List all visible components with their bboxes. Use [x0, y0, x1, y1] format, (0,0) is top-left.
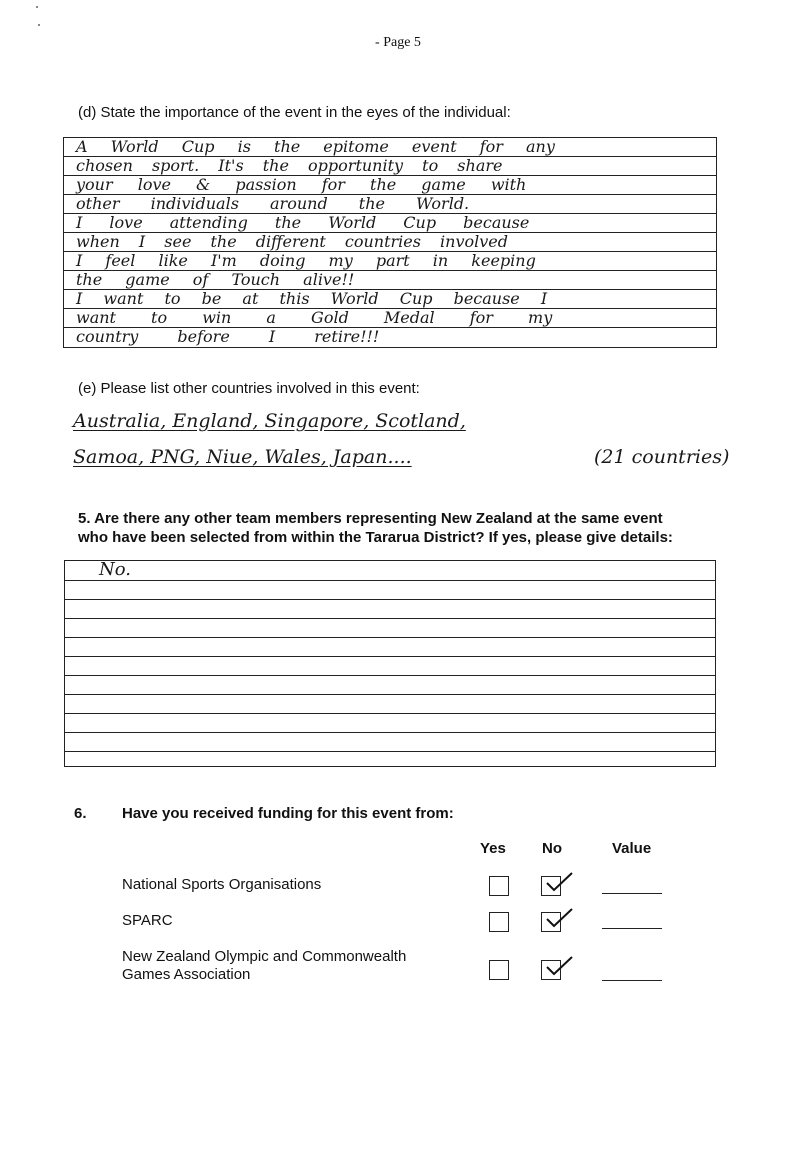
- question-6-label: Have you received funding for this event from:: [122, 805, 454, 822]
- question-5-answer-box[interactable]: [64, 560, 716, 767]
- funding-source-label: New Zealand Olympic and Commonwealth Games Association: [122, 948, 407, 983]
- ruled-line: [65, 713, 715, 714]
- value-field[interactable]: [602, 893, 662, 894]
- yes-checkbox[interactable]: [489, 960, 509, 980]
- ruled-line: [65, 656, 715, 657]
- handwritten-answer-line: I feel like I'm doing my part in keeping: [76, 251, 536, 270]
- no-checkbox-checked[interactable]: [541, 960, 561, 980]
- ruled-line: [65, 732, 715, 733]
- handwritten-answer-line: country before I retire!!!: [76, 327, 380, 346]
- question-5-line-2: who have been selected from within the Tararua District? If yes, please give details:: [78, 529, 673, 546]
- countries-answer-line-1: Australia, England, Singapore, Scotland,: [73, 410, 466, 432]
- no-checkbox-checked[interactable]: [541, 912, 561, 932]
- funding-source-label: SPARC: [122, 912, 173, 929]
- column-header-value: Value: [612, 840, 652, 857]
- column-header-yes: Yes: [480, 840, 506, 857]
- ruled-line: [65, 751, 715, 752]
- ruled-line: [65, 599, 715, 600]
- handwritten-answer-line: want to win a Gold Medal for my: [76, 308, 553, 327]
- countries-count-note: (21 countries): [594, 446, 730, 468]
- scan-speck: [38, 24, 40, 26]
- question-e-label: (e) Please list other countries involved in this event:: [78, 380, 420, 397]
- yes-checkbox[interactable]: [489, 912, 509, 932]
- ruled-line: [65, 618, 715, 619]
- handwritten-answer-line: the game of Touch alive!!: [76, 270, 355, 289]
- handwritten-answer-line: A World Cup is the epitome event for any: [76, 137, 555, 156]
- handwritten-answer-line: when I see the different countries involved: [76, 232, 509, 251]
- funding-source-label: National Sports Organisations: [122, 876, 322, 893]
- ruled-line: [65, 694, 715, 695]
- checkmark-icon: [544, 952, 574, 978]
- ruled-line: [65, 637, 715, 638]
- question-6-number: 6.: [74, 805, 87, 822]
- handwritten-answer-line: I love attending the World Cup because: [76, 213, 530, 232]
- checkmark-icon: [544, 868, 574, 894]
- scan-speck: [36, 6, 38, 8]
- ruled-line: [65, 675, 715, 676]
- handwritten-answer-line: your love & passion for the game with: [76, 175, 527, 194]
- handwritten-answer-line: I want to be at this World Cup because I: [76, 289, 548, 308]
- question-d-label: (d) State the importance of the event in the eyes of the individual:: [78, 104, 511, 121]
- handwritten-answer-line: other individuals around the World.: [76, 194, 470, 213]
- value-field[interactable]: [602, 928, 662, 929]
- handwritten-answer-line: chosen sport. It's the opportunity to share: [76, 156, 503, 175]
- column-header-no: No: [542, 840, 562, 857]
- value-field[interactable]: [602, 980, 662, 981]
- checkmark-icon: [544, 904, 574, 930]
- page-number: - Page 5: [375, 35, 421, 50]
- ruled-line: [65, 580, 715, 581]
- yes-checkbox[interactable]: [489, 876, 509, 896]
- question-d-answer-box[interactable]: [63, 137, 717, 348]
- handwritten-answer-line: No.: [99, 559, 131, 580]
- no-checkbox-checked[interactable]: [541, 876, 561, 896]
- question-5-line-1: 5. Are there any other team members representing New Zealand at the same event: [78, 510, 663, 527]
- countries-answer-line-2: Samoa, PNG, Niue, Wales, Japan....: [73, 446, 412, 468]
